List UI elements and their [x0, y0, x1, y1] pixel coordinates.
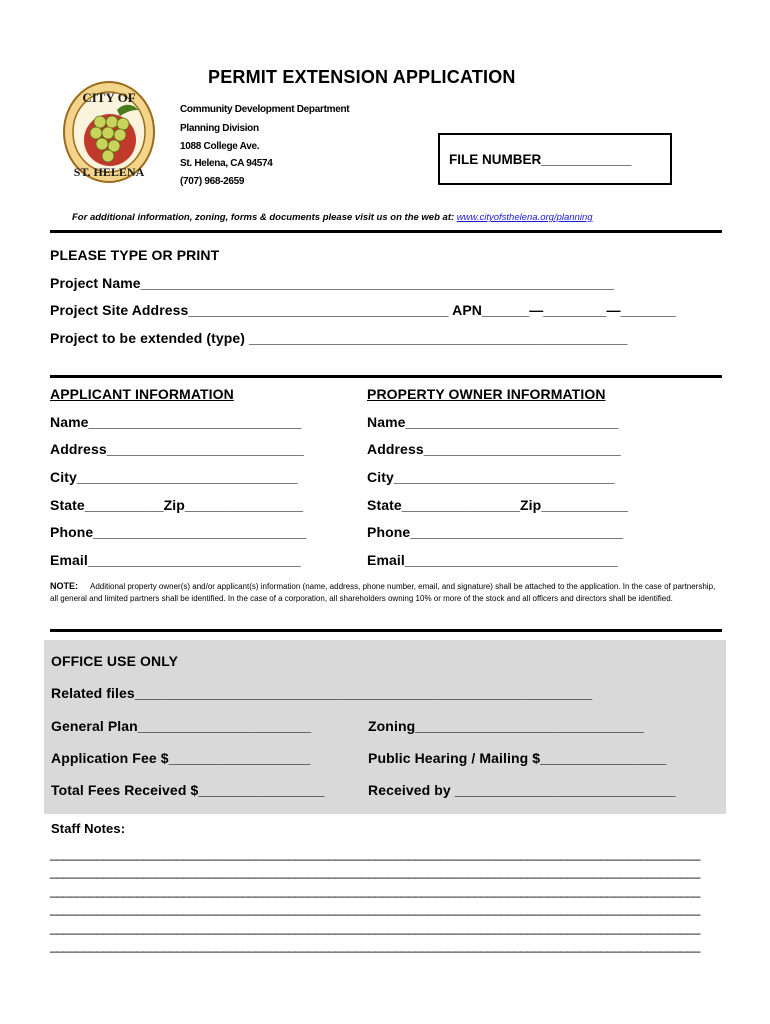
owner-name-field[interactable]: Name___________________________	[367, 414, 619, 430]
applicant-state-zip-field[interactable]: State__________Zip_______________	[50, 497, 304, 513]
website-link[interactable]: www.cityofsthelena.org/planning	[456, 212, 593, 223]
division-name: Planning Division	[180, 123, 259, 134]
owner-city-field[interactable]: City____________________________	[367, 469, 615, 485]
related-files-field[interactable]: Related files__________________________________________________________	[51, 685, 593, 701]
street-address: 1088 College Ave.	[180, 141, 260, 152]
application-fee-field[interactable]: Application Fee $__________________	[51, 750, 311, 766]
staff-notes-line[interactable]: __________________________________________________________________________________________________	[50, 920, 700, 935]
city-seal-logo	[62, 80, 156, 184]
received-by-field[interactable]: Received by ____________________________	[368, 782, 676, 798]
file-number-box	[438, 133, 672, 185]
seal-text-top: CITY OF	[82, 90, 136, 105]
staff-notes-line[interactable]: __________________________________________________________________________________________________	[50, 864, 700, 879]
seal-text-bottom: ST. HELENA	[73, 165, 145, 179]
section-heading-print: PLEASE TYPE OR PRINT	[50, 247, 220, 263]
project-name-field[interactable]: Project Name____________________________________________________________	[50, 275, 614, 291]
owner-state-zip-field[interactable]: State_______________Zip___________	[367, 497, 629, 513]
note-label: NOTE:	[50, 581, 78, 591]
staff-notes-line[interactable]: __________________________________________________________________________________________________	[50, 883, 700, 898]
city-state-zip: St. Helena, CA 94574	[180, 158, 273, 169]
general-plan-field[interactable]: General Plan______________________	[51, 718, 312, 734]
staff-notes-line[interactable]: __________________________________________________________________________________________________	[50, 846, 700, 861]
page-title: PERMIT EXTENSION APPLICATION	[208, 67, 516, 87]
note-text: Additional property owner(s) and/or applicant(s) information (name, address, phone number, email, and signature) shall be attached to the application. In the case of partnership, all general and limited partners shall be identified. In the case of a corporation, all shareholders owning 10% or more of the stock and all officers and directors shall be identified.	[50, 582, 716, 603]
public-hearing-field[interactable]: Public Hearing / Mailing $________________	[368, 750, 667, 766]
department-name: Community Development Department	[180, 104, 350, 115]
file-number-label: FILE NUMBER____________	[449, 152, 632, 167]
total-fees-field[interactable]: Total Fees Received $________________	[51, 782, 325, 798]
owner-phone-field[interactable]: Phone___________________________	[367, 524, 624, 540]
info-line	[72, 212, 593, 223]
divider	[50, 629, 722, 632]
staff-notes-line[interactable]: __________________________________________________________________________________________________	[50, 901, 700, 916]
owner-heading: PROPERTY OWNER INFORMATION	[367, 386, 606, 402]
staff-notes-label: Staff Notes:	[51, 821, 126, 836]
divider	[50, 230, 722, 233]
project-site-address-field[interactable]: Project Site Address_________________________________ APN______—________—_______	[50, 302, 676, 318]
info-text: For additional information, zoning, forms & documents please visit us on the web at:	[72, 212, 457, 223]
owner-address-field[interactable]: Address_________________________	[367, 441, 621, 457]
applicant-address-field[interactable]: Address_________________________	[50, 441, 304, 457]
applicant-city-field[interactable]: City____________________________	[50, 469, 298, 485]
project-type-field[interactable]: Project to be extended (type) ________________________________________________	[50, 330, 628, 346]
phone-number: (707) 968-2659	[180, 176, 245, 187]
divider	[50, 375, 722, 378]
owner-email-field[interactable]: Email___________________________	[367, 552, 618, 568]
zoning-field[interactable]: Zoning_____________________________	[368, 718, 644, 734]
staff-notes-line[interactable]: __________________________________________________________________________________________________	[50, 938, 700, 953]
office-use-heading: OFFICE USE ONLY	[51, 653, 179, 669]
applicant-phone-field[interactable]: Phone___________________________	[50, 524, 307, 540]
applicant-name-field[interactable]: Name___________________________	[50, 414, 302, 430]
note-paragraph	[50, 580, 722, 605]
applicant-heading: APPLICANT INFORMATION	[50, 386, 234, 402]
applicant-email-field[interactable]: Email___________________________	[50, 552, 301, 568]
